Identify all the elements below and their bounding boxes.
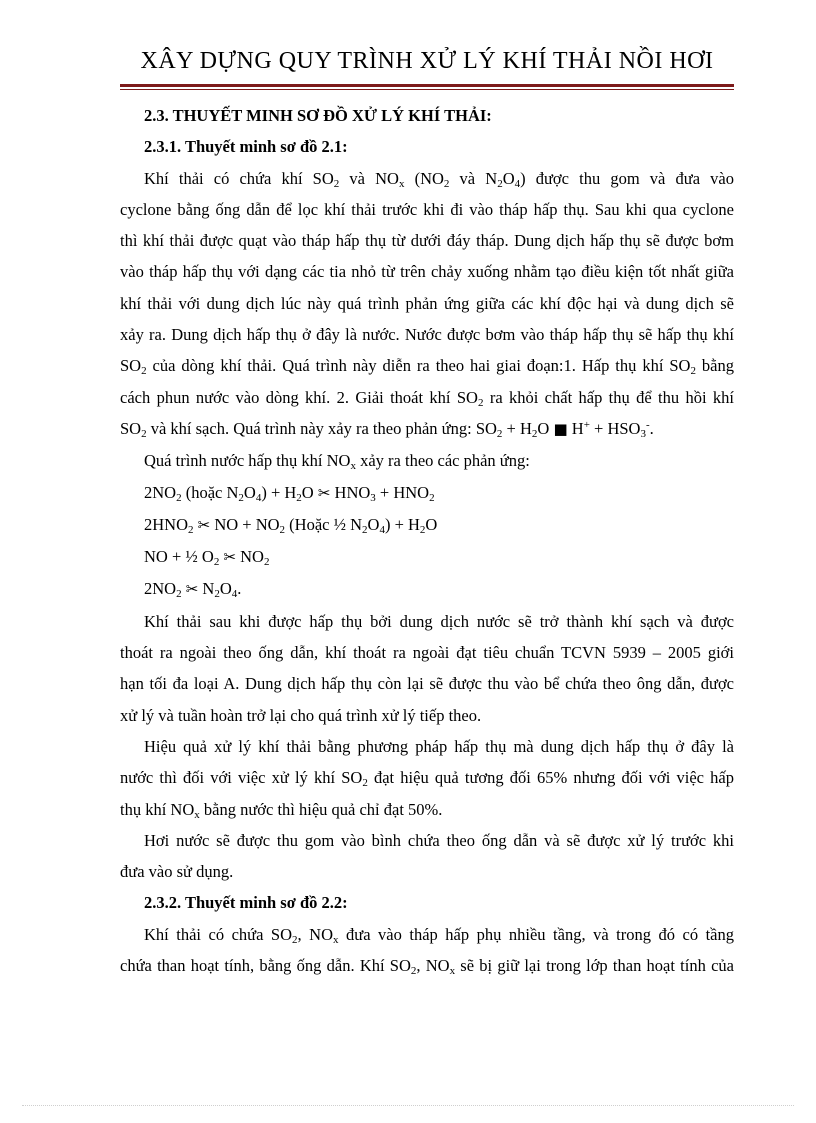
paragraph-line: xảy ra. Dung dịch hấp thụ ở đây là nước. Nước được bơm vào tháp hấp thụ sẽ hấp thụ khí [120,325,734,345]
page-header-title: XÂY DỰNG QUY TRÌNH XỬ LÝ KHÍ THẢI NỒI HƠI [140,48,714,74]
paragraph-line: hạn tối đa loại A. Dung dịch hấp thụ còn lại sẽ được thu vào bể chứa theo ông dẫn, được [120,674,734,694]
paragraph-line: vào tháp hấp thụ với dạng các tia nhỏ từ trên chảy xuống nhằm tạo điều kiện tốt nhất giữa [120,262,734,282]
paragraph-line: chứa than hoạt tính, bằng ống dẫn. Khí $SO_2$, $NO_x$ sẽ bị giữ lại trong lớp than hoạt tính của [120,956,734,978]
subsection-heading-2-3-1: 2.3.1. Thuyết minh sơ đồ 2.1: [144,137,348,157]
paragraph-line: thì khí thải được quạt vào tháp hấp thụ từ dưới đáy tháp. Dung dịch hấp thụ sẽ được bơm [120,231,734,251]
paragraph-line: xử lý và tuần hoàn trở lại cho quá trình xử lý tiếp theo. [120,705,482,725]
paragraph-line: cách phun nước vào dòng khí. 2. Giải thoát khí $SO_2$ ra khỏi chất hấp thụ để thu hồi khí [120,387,734,409]
reaction-equation-2: $2HNO_2$ ✂ NO + $NO_2$ (Hoặc ½ $N_2O_4) + H_2O$ [120,509,734,541]
page-bottom-dotted-border [22,1105,794,1106]
paragraph-line: thoát ra ngoài theo ống dẫn, khí thoát ra ngoài đạt tiêu chuẩn TCVN 5939 – 2005 giới [120,643,734,663]
paragraph-line: cyclone bằng ống dẫn để lọc khí thải trước khi đi vào tháp hấp thụ. Sau khi qua cyclone [120,199,734,219]
paragraph-line: thụ khí $NO_x$ bằng nước thì hiệu quả chỉ đạt 50%. [120,799,443,821]
header-thick-rule [120,84,734,87]
reaction-arrow-symbol: ✂ [185,580,199,599]
paragraph-line: $SO_2$ và khí sạch. Quá trình này xảy ra theo phản ứng: $SO_2 + H_2O$ ■ $H^+ + HSO_3^-$. [120,413,734,445]
paragraph-line: Khí thải sau khi được hấp thụ bởi dung dịch nước sẽ trở thành khí sạch và được [144,611,734,631]
reaction-arrow-symbol: ✂ [223,548,237,567]
paragraph-line: nước thì đối với việc xử lý khí $SO_2$ đạt hiệu quả tương đối 65% nhưng đối với việc hấp [120,768,734,790]
reaction-square-symbol: ■ [553,419,568,438]
header-thin-rule [120,89,734,90]
paragraph-line: đưa vào sử dụng. [120,862,234,882]
reaction-equation-4: $2NO_2$ ✂ $N_2O_4$. [120,573,734,605]
paragraph-line: Khí thải có chứa khí $SO_2$ và $NO_x$ ($NO_2$ và $N_2O_4$) được thu gom và đưa vào [144,168,734,190]
section-heading: 2.3. THUYẾT MINH SƠ ĐỒ XỬ LÝ KHÍ THẢI: [144,106,492,125]
paragraph-line: $SO_2$ của dòng khí thải. Quá trình này diễn ra theo hai giai đoạn:1. Hấp thụ khí $SO_2$ bằng [120,356,734,378]
reaction-arrow-symbol: ✂ [197,515,211,534]
paragraph-line: Hiệu quả xử lý khí thải bằng phương pháp hấp thụ mà dung dịch hấp thụ ở đây là [144,736,734,756]
reaction-arrow-symbol: ✂ [317,483,331,502]
paragraph-line: Hơi nước sẽ được thu gom vào bình chứa theo ống dẫn và sẽ được xử lý trước khi [144,830,734,850]
reaction-equation-3: NO + ½ $O_2$ ✂ $NO_2$ [120,541,734,573]
paragraph-line: Quá trình nước hấp thụ khí $NO_x$ xảy ra theo các phản ứng: [144,451,530,473]
paragraph-line: Khí thải có chứa $SO_2$, $NO_x$ đưa vào tháp hấp phụ nhiều tầng, và trong đó có tầng [144,924,734,946]
paragraph-line: khí thải với dung dịch lúc này quá trình phản ứng giữa các khí độc hại và dung dịch sẽ [120,293,734,313]
reaction-equation-1: $2NO_2$ (hoặc $N_2O_4) + H_2O$ ✂ $HNO_3 + HNO_2$ [120,477,734,509]
subsection-heading-2-3-2: 2.3.2. Thuyết minh sơ đồ 2.2: [144,893,348,913]
document-body [120,100,734,981]
